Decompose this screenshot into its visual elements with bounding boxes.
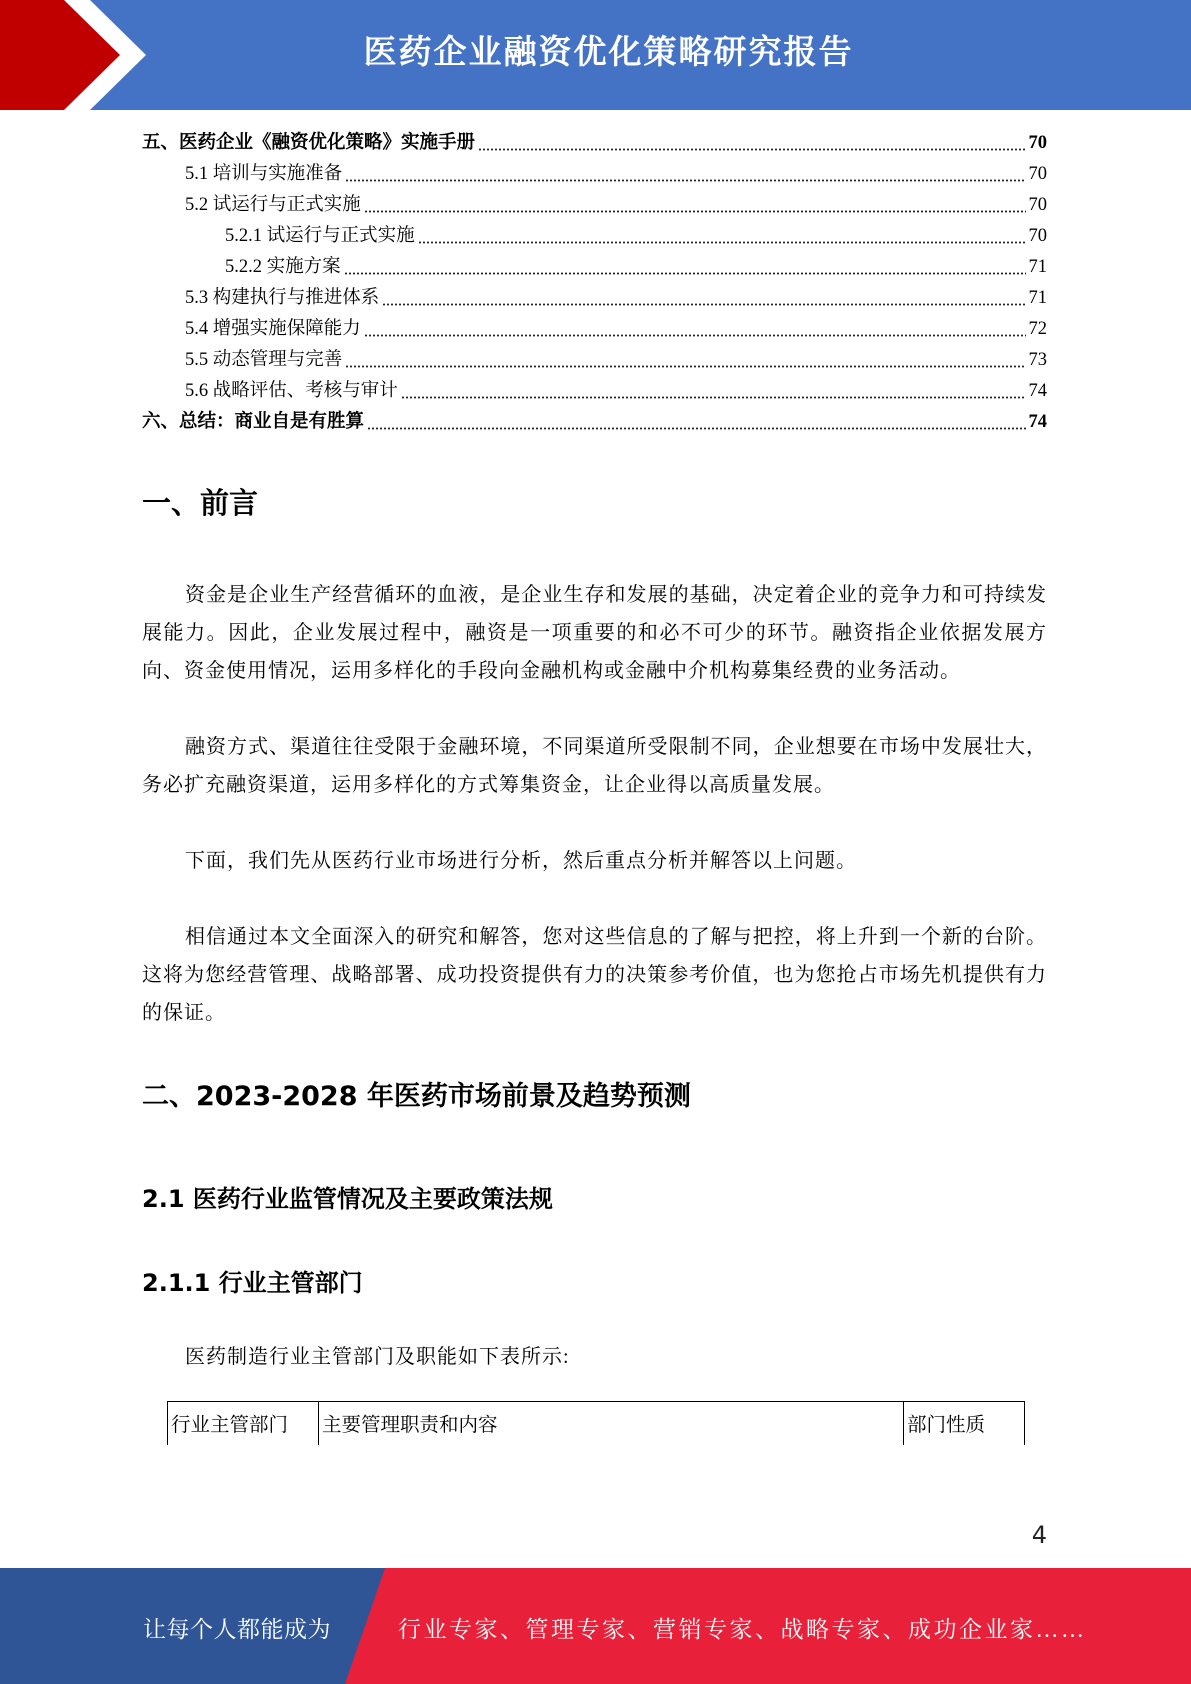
page-number: 4	[1031, 1521, 1047, 1549]
toc-entry-label: 5.5 动态管理与完善	[185, 350, 343, 370]
table-intro-paragraph: 医药制造行业主管部门及职能如下表所示:	[185, 1346, 570, 1368]
toc-entry-label: 5.6 战略评估、考核与审计	[185, 381, 398, 401]
page-content	[142, 128, 1047, 1445]
subsection-heading-regulation: 2.1 医药行业监管情况及主要政策法规	[142, 1185, 553, 1213]
toc-entry-label: 5.2.2 实施方案	[225, 257, 341, 277]
toc-entry[interactable]	[142, 376, 1047, 407]
toc-entry-page: 71	[1028, 257, 1047, 277]
table-of-contents	[142, 128, 1047, 438]
toc-entry-page: 70	[1028, 195, 1047, 215]
body-paragraph: 融资方式、渠道往往受限于金融环境，不同渠道所受限制不同，企业想要在市场中发展壮大，务必扩充融资渠道，运用多样化的方式筹集资金，让企业得以高质量发展。	[142, 736, 1047, 796]
body-paragraph: 相信通过本文全面深入的研究和解答，您对这些信息的了解与把控，将上升到一个新的台阶。这将为您经营管理、战略部署、成功投资提供有力的决策参考价值，也为您抢占市场先机提供有力的保证。	[142, 926, 1047, 1024]
toc-dot-leader	[345, 159, 1025, 190]
toc-entry[interactable]	[142, 283, 1047, 314]
subsubsection-heading-authorities: 2.1.1 行业主管部门	[142, 1269, 363, 1297]
header-banner	[0, 0, 1191, 110]
toc-dot-leader	[344, 252, 1026, 283]
column-header-responsibilities: 主要管理职责和内容	[319, 1402, 904, 1446]
toc-entry[interactable]	[142, 128, 1047, 159]
report-title: 医药企业融资优化策略研究报告	[363, 32, 854, 71]
toc-dot-leader	[345, 345, 1025, 376]
toc-entry-label: 六、总结：商业自是有胜算	[142, 412, 365, 432]
toc-dot-leader	[401, 376, 1026, 407]
toc-entry-page: 72	[1028, 319, 1047, 339]
toc-entry-page: 70	[1028, 133, 1047, 153]
toc-entry-page: 74	[1028, 412, 1047, 432]
toc-entry-label: 5.4 增强实施保障能力	[185, 319, 361, 339]
toc-entry[interactable]	[142, 407, 1047, 438]
toc-entry-label: 五、医药企业《融资优化策略》实施手册	[142, 133, 476, 153]
toc-entry-page: 70	[1028, 226, 1047, 246]
toc-entry-page: 74	[1028, 381, 1047, 401]
toc-entry[interactable]	[142, 190, 1047, 221]
toc-dot-leader	[367, 407, 1025, 438]
toc-entry-label: 5.2.1 试运行与正式实施	[225, 226, 415, 246]
footer-slogan-lead: 让每个人都能成为	[143, 1617, 331, 1642]
toc-dot-leader	[364, 190, 1026, 221]
column-header-department: 行业主管部门	[168, 1402, 319, 1446]
toc-entry[interactable]	[142, 159, 1047, 190]
toc-entry-label: 5.2 试运行与正式实施	[185, 195, 361, 215]
body-paragraph: 资金是企业生产经营循环的血液，是企业生存和发展的基础，决定着企业的竞争力和可持续发展能力。因此，企业发展过程中，融资是一项重要的和必不可少的环节。融资指企业依据发展方向、资金使用情况，运用多样化的手段向金融机构或金融中介机构募集经费的业务活动。	[142, 584, 1047, 682]
toc-entry-page: 73	[1028, 350, 1047, 370]
toc-entry[interactable]	[142, 345, 1047, 376]
toc-dot-leader	[478, 128, 1025, 159]
toc-entry[interactable]	[142, 314, 1047, 345]
column-header-department-type: 部门性质	[904, 1402, 1025, 1446]
footer-banner	[0, 1568, 1191, 1684]
toc-dot-leader	[418, 221, 1026, 252]
toc-entry-page: 71	[1028, 288, 1047, 308]
section-heading-market-outlook: 二、2023-2028 年医药市场前景及趋势预测	[142, 1081, 691, 1112]
toc-entry-page: 70	[1028, 164, 1047, 184]
toc-entry[interactable]	[142, 221, 1047, 252]
toc-entry-label: 5.1 培训与实施准备	[185, 164, 343, 184]
toc-entry-label: 5.3 构建执行与推进体系	[185, 288, 380, 308]
toc-dot-leader	[382, 283, 1025, 314]
body-paragraph: 下面，我们先从医药行业市场进行分析，然后重点分析并解答以上问题。	[185, 850, 857, 872]
toc-entry[interactable]	[142, 252, 1047, 283]
section-heading-preface: 一、前言	[142, 486, 259, 520]
toc-dot-leader	[364, 314, 1026, 345]
table-header-row	[168, 1402, 1025, 1446]
department-table	[167, 1401, 1025, 1445]
footer-slogan-roles: 行业专家、管理专家、营销专家、战略专家、成功企业家……	[398, 1617, 1087, 1642]
